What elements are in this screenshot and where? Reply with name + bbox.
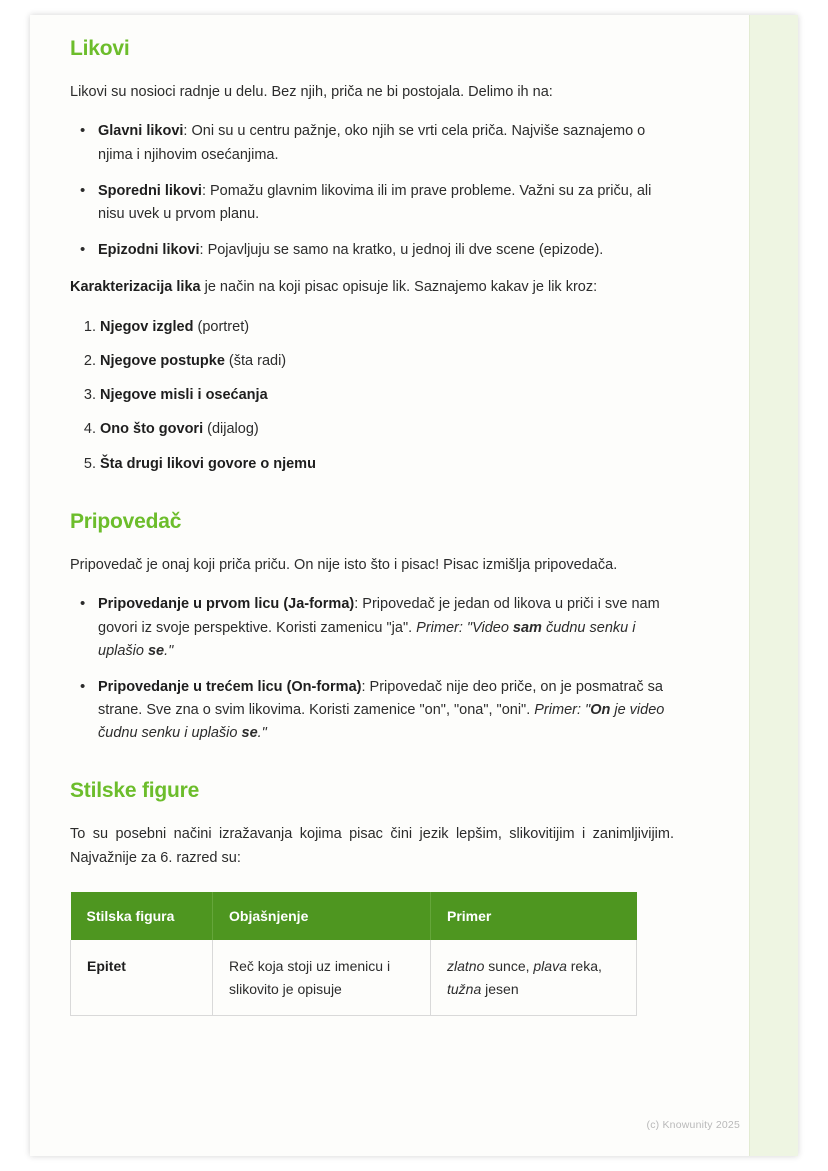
likovi-bullet-list: [70, 120, 674, 262]
example-bold-1: On: [590, 702, 611, 719]
karakterizacija-lead: Karakterizacija lika: [70, 279, 201, 296]
item-text: (šta radi): [224, 353, 287, 370]
list-item: [96, 239, 674, 262]
section-title-stilske-figure: Stilske figure: [70, 779, 200, 803]
item-text: (portret): [193, 318, 250, 335]
example-mid: čudnu senku i uplašio: [98, 619, 636, 659]
example-quote-pre: ": [581, 702, 591, 719]
page-right-strip: [749, 15, 798, 1156]
table-header-row: [71, 892, 637, 940]
list-item: [96, 180, 674, 226]
primer-plain-3: jesen: [481, 980, 519, 997]
list-item: [96, 120, 674, 166]
example-mid: je video čudnu senku i uplašio: [98, 702, 665, 742]
example-bold-2: se: [241, 725, 258, 742]
item-lead: Šta drugi likovi govore o njemu: [100, 455, 316, 472]
cell-figura: [71, 940, 213, 1015]
document-page: [30, 15, 798, 1156]
pripovedac-bullet-list: [70, 593, 674, 745]
column-header-primer: Primer: [431, 892, 637, 940]
list-item: [100, 350, 674, 373]
list-item: [100, 453, 674, 476]
column-header-figura: Stilska figura: [71, 892, 213, 940]
item-text: (dijalog): [203, 421, 259, 438]
bullet-lead: Pripovedanje u trećem licu (On-forma): [98, 678, 362, 695]
example-end: .": [164, 642, 174, 659]
cell-primer: [431, 940, 637, 1015]
section-title-pripovedac: Pripovedač: [70, 509, 182, 533]
karakterizacija-paragraph: [70, 276, 674, 299]
stilske-figure-intro: To su posebni načini izražavanja kojima pisac čini jezik lepšim, slikovitijim i zanimljivijim. Najvažnije za 6. razred su:: [70, 826, 674, 866]
example-label: Primer:: [534, 702, 581, 719]
list-item: [100, 316, 674, 339]
bullet-lead: Sporedni likovi: [98, 182, 202, 199]
karakterizacija-text: je način na koji pisac opisuje lik. Saznajemo kakav je lik kroz:: [200, 279, 598, 296]
item-lead: Njegove misli i osećanja: [100, 387, 268, 404]
watermark: (c) Knowunity 2025: [646, 1119, 740, 1131]
stilske-figure-table: [70, 892, 637, 1016]
example-bold-1: sam: [512, 619, 542, 636]
list-item: [96, 676, 674, 746]
pripovedac-intro: Pripovedač je onaj koji priča priču. On nije isto što i pisac! Pisac izmišlja pripovedača.: [70, 556, 618, 573]
likovi-intro: Likovi su nosioci radnje u delu. Bez njih, priča ne bi postojala. Delimo ih na:: [70, 84, 553, 100]
bullet-text: : Pojavljuju se samo na kratko, u jednoj ili dve scene (epizode).: [199, 242, 604, 259]
list-item: [100, 384, 674, 407]
bullet-text: : Pripovedač je jedan od likova u priči i sve nam govori iz svoje perspektive. Koristi zamenicu "ja".: [98, 596, 660, 636]
example-quote-pre: "Video: [462, 619, 513, 636]
table-row: [71, 940, 637, 1015]
bullet-text: : Pripovedač nije deo priče, on je posmatrač sa strane. Sve zna o svim likovima. Koristi zamenice "on", "ona", "oni".: [98, 678, 663, 719]
list-item: [96, 593, 674, 663]
primer-italic-2: plava: [533, 958, 567, 975]
bullet-text: : Oni su u centru pažnje, oko njih se vrti cela priča. Najviše saznajemo o njima i njihovim osećanjima.: [98, 123, 646, 163]
cell-objasnjenje: Reč koja stoji uz imenicu i slikovito je opisuje: [213, 940, 431, 1015]
bullet-text: : Pomažu glavnim likovima ili im prave probleme. Važni su za priču, ali nisu uvek u prvom planu.: [98, 182, 652, 223]
column-header-objasnjenje: Objašnjenje: [213, 892, 431, 940]
primer-italic-1: zlatno: [447, 958, 485, 975]
list-item: [100, 418, 674, 441]
example-label: Primer:: [416, 619, 463, 636]
item-lead: Ono što govori: [100, 421, 204, 438]
bullet-lead: Epizodni likovi: [98, 242, 200, 259]
bullet-lead: Glavni likovi: [98, 123, 184, 140]
bullet-lead: Pripovedanje u prvom licu (Ja-forma): [98, 596, 355, 613]
example-end: .": [257, 725, 267, 742]
karakterizacija-numbered-list: [70, 316, 674, 476]
primer-italic-3: tužna: [447, 980, 482, 997]
primer-plain-1: sunce,: [484, 958, 534, 975]
item-lead: Njegove postupke: [100, 353, 225, 370]
item-lead: Njegov izgled: [100, 318, 194, 335]
section-title-likovi: Likovi: [70, 37, 130, 60]
primer-plain-2: reka,: [566, 958, 602, 975]
figura-name: Epitet: [87, 958, 126, 975]
document-content: [70, 37, 674, 1016]
example-bold-2: se: [147, 642, 165, 659]
